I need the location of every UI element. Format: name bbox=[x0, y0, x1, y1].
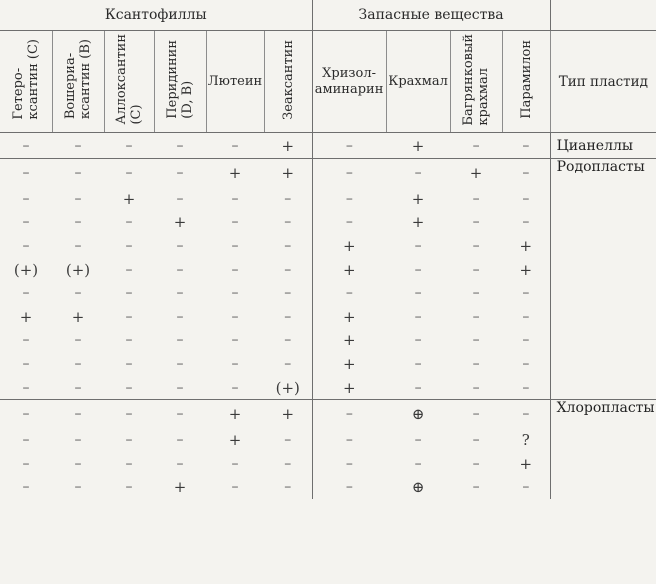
table-cell: – bbox=[502, 400, 550, 429]
table-cell: – bbox=[414, 285, 422, 302]
table-cell: – bbox=[345, 479, 353, 496]
column-header bbox=[104, 31, 154, 133]
plastid-type-label bbox=[550, 281, 656, 305]
plastid-type-label: Цианеллы bbox=[556, 137, 634, 154]
table-cell: + bbox=[411, 213, 425, 232]
table-cell: – bbox=[502, 133, 550, 159]
table-cell: – bbox=[22, 190, 30, 207]
table-cell: – bbox=[472, 455, 480, 472]
table-cell: ? bbox=[502, 428, 550, 452]
table-cell: + bbox=[343, 354, 356, 373]
table-cell: – bbox=[52, 159, 104, 188]
table-cell: + bbox=[173, 478, 187, 497]
table-cell: + bbox=[343, 378, 356, 397]
table-cell: – bbox=[414, 332, 422, 349]
table-row bbox=[0, 281, 656, 305]
table-cell: – bbox=[231, 455, 239, 472]
table-cell: – bbox=[312, 400, 386, 429]
column-header-label: Зеаксантин bbox=[280, 39, 296, 120]
table-cell: – bbox=[264, 476, 312, 500]
table-cell: – bbox=[176, 355, 184, 372]
plastid-type-label bbox=[550, 428, 656, 452]
table-cell: – bbox=[450, 400, 502, 429]
table-cell: – bbox=[22, 379, 30, 396]
storage-substances-header: Запасные вещества bbox=[312, 0, 550, 31]
table-row bbox=[0, 234, 656, 258]
table-cell: – bbox=[345, 214, 353, 231]
table-cell: – bbox=[264, 187, 312, 211]
table-cell: – bbox=[125, 308, 133, 325]
table-cell: ⊕ bbox=[411, 478, 425, 497]
table-cell: – bbox=[264, 211, 312, 235]
table-cell: – bbox=[22, 479, 30, 496]
table-row bbox=[0, 211, 656, 235]
table-cell: – bbox=[472, 261, 480, 278]
table-cell: – bbox=[176, 237, 184, 254]
table-cell: + bbox=[122, 189, 136, 208]
table-cell: – bbox=[502, 376, 550, 400]
column-header bbox=[0, 31, 52, 133]
table-cell: – bbox=[502, 281, 550, 305]
table-cell: – bbox=[472, 432, 480, 449]
table-cell: – bbox=[345, 432, 353, 449]
table-cell: – bbox=[74, 355, 82, 372]
column-header bbox=[206, 31, 264, 133]
plastid-type-label bbox=[550, 452, 656, 476]
plastid-type-label bbox=[550, 211, 656, 235]
table-cell: – bbox=[264, 234, 312, 258]
table-cell: + bbox=[71, 307, 85, 326]
table-cell: (+) bbox=[264, 376, 312, 400]
table-cell: – bbox=[502, 187, 550, 211]
table-cell: – bbox=[22, 332, 30, 349]
column-header bbox=[52, 31, 104, 133]
table-cell: + bbox=[206, 400, 264, 429]
table-cell: – bbox=[176, 285, 184, 302]
table-cell: (+) bbox=[13, 260, 39, 279]
plastid-type-label bbox=[550, 329, 656, 353]
table-cell: – bbox=[74, 432, 82, 449]
table-cell: – bbox=[125, 285, 133, 302]
table-cell: – bbox=[0, 400, 52, 429]
table-cell: ⊕ bbox=[386, 400, 450, 429]
table-cell: – bbox=[231, 237, 239, 254]
table-cell: – bbox=[154, 400, 206, 429]
table-cell: – bbox=[414, 355, 422, 372]
table-cell: – bbox=[472, 379, 480, 396]
table-row bbox=[0, 258, 656, 282]
column-header bbox=[312, 31, 386, 133]
table-cell: + bbox=[264, 159, 312, 188]
column-header bbox=[154, 31, 206, 133]
column-header bbox=[264, 31, 312, 133]
table-cell: – bbox=[74, 332, 82, 349]
table-cell: – bbox=[231, 137, 239, 154]
table-cell: – bbox=[125, 379, 133, 396]
table-cell: – bbox=[74, 285, 82, 302]
table-cell: + bbox=[264, 400, 312, 429]
column-header-label: Перидинин (D, В) bbox=[165, 40, 195, 119]
plastid-type-label: Хлоропласты bbox=[550, 400, 656, 429]
column-header-label: Багрянковый крахмал bbox=[461, 33, 492, 126]
table-cell: (+) bbox=[65, 260, 91, 279]
table-row bbox=[0, 159, 656, 188]
table-cell: – bbox=[472, 332, 480, 349]
table-cell: – bbox=[312, 159, 386, 188]
table-cell: – bbox=[345, 190, 353, 207]
table-cell: – bbox=[74, 137, 82, 154]
table-cell: – bbox=[264, 305, 312, 329]
table-row bbox=[0, 305, 656, 329]
table-cell: – bbox=[472, 308, 480, 325]
table-cell: – bbox=[264, 352, 312, 376]
table-cell: – bbox=[231, 379, 239, 396]
table-cell: – bbox=[176, 379, 184, 396]
table-cell: – bbox=[231, 214, 239, 231]
table-row bbox=[0, 400, 656, 429]
table-cell: – bbox=[264, 428, 312, 452]
table-cell: + bbox=[502, 234, 550, 258]
table-cell: – bbox=[22, 285, 30, 302]
table-cell: – bbox=[0, 159, 52, 188]
table-cell: + bbox=[343, 331, 356, 350]
table-cell: – bbox=[74, 237, 82, 254]
plastid-type-header: Тип пластид bbox=[550, 31, 656, 133]
table-row bbox=[0, 476, 656, 500]
table-cell: – bbox=[176, 137, 184, 154]
table-cell: – bbox=[472, 190, 480, 207]
table-cell: – bbox=[414, 308, 422, 325]
table-cell: – bbox=[176, 261, 184, 278]
table-cell: – bbox=[502, 352, 550, 376]
column-header-label: Аллоксантин (С) bbox=[114, 34, 144, 125]
table-cell: – bbox=[414, 237, 422, 254]
table-cell: – bbox=[125, 455, 133, 472]
table-cell: – bbox=[125, 237, 133, 254]
column-header bbox=[450, 31, 502, 133]
table-row bbox=[0, 133, 656, 159]
table-cell: – bbox=[472, 285, 480, 302]
column-header-label: Парамилон bbox=[518, 40, 534, 119]
table-cell: + bbox=[343, 260, 356, 279]
table-cell: – bbox=[502, 329, 550, 353]
plastid-type-label bbox=[550, 305, 656, 329]
table-cell: – bbox=[231, 190, 239, 207]
plastid-type-label bbox=[550, 187, 656, 211]
table-cell: – bbox=[231, 332, 239, 349]
table-cell: – bbox=[22, 455, 30, 472]
table-cell: – bbox=[264, 258, 312, 282]
table-cell: + bbox=[206, 159, 264, 188]
table-cell: – bbox=[74, 455, 82, 472]
table-row bbox=[0, 329, 656, 353]
table-cell: + bbox=[502, 452, 550, 476]
table-cell: – bbox=[125, 261, 133, 278]
table-cell: – bbox=[472, 137, 480, 154]
table-cell: – bbox=[502, 159, 550, 188]
table-cell: – bbox=[472, 237, 480, 254]
table-cell: + bbox=[264, 133, 312, 159]
table-cell: – bbox=[104, 159, 154, 188]
table-cell: – bbox=[125, 332, 133, 349]
table-cell: – bbox=[231, 308, 239, 325]
table-cell: – bbox=[22, 137, 30, 154]
table-cell: – bbox=[231, 479, 239, 496]
plastid-type-label bbox=[550, 376, 656, 400]
table-cell: – bbox=[264, 281, 312, 305]
table-cell: – bbox=[345, 285, 353, 302]
table-cell: + bbox=[411, 189, 425, 208]
table-row bbox=[0, 352, 656, 376]
table-cell: – bbox=[104, 400, 154, 429]
table-row bbox=[0, 452, 656, 476]
table-cell: – bbox=[52, 400, 104, 429]
table-cell: + bbox=[343, 307, 356, 326]
table-cell: – bbox=[176, 455, 184, 472]
table-cell: – bbox=[502, 211, 550, 235]
table-cell: – bbox=[74, 214, 82, 231]
table-cell: – bbox=[176, 332, 184, 349]
plastid-type-label bbox=[550, 352, 656, 376]
column-header bbox=[386, 31, 450, 133]
table-cell: – bbox=[74, 190, 82, 207]
table-cell: – bbox=[231, 285, 239, 302]
table-cell: – bbox=[345, 455, 353, 472]
plastid-type-label bbox=[550, 258, 656, 282]
table-cell: – bbox=[231, 261, 239, 278]
xanthophylls-header: Ксантофиллы bbox=[0, 0, 312, 31]
table-cell: – bbox=[472, 355, 480, 372]
table-cell: – bbox=[414, 432, 422, 449]
column-header-label: Крахмал bbox=[388, 73, 448, 89]
column-header-label: Вошериа- ксантин (В) bbox=[63, 39, 93, 120]
table-cell: – bbox=[176, 432, 184, 449]
table-cell: + bbox=[19, 307, 33, 326]
table-row bbox=[0, 187, 656, 211]
table-cell: – bbox=[154, 159, 206, 188]
table-cell: – bbox=[125, 137, 133, 154]
table-cell: – bbox=[125, 479, 133, 496]
table-cell: – bbox=[176, 190, 184, 207]
table-cell: – bbox=[22, 237, 30, 254]
table-cell: – bbox=[22, 214, 30, 231]
column-header-label: Гетеро- ксантин (С) bbox=[10, 39, 41, 120]
table-cell: – bbox=[22, 432, 30, 449]
table-cell: – bbox=[74, 479, 82, 496]
table-cell: + bbox=[343, 236, 356, 255]
table-row bbox=[0, 376, 656, 400]
table-cell: – bbox=[125, 214, 133, 231]
table-cell: – bbox=[345, 137, 353, 154]
table-cell: – bbox=[414, 261, 422, 278]
table-cell: – bbox=[176, 308, 184, 325]
table-cell: – bbox=[414, 455, 422, 472]
table-cell: – bbox=[386, 159, 450, 188]
table-cell: – bbox=[502, 305, 550, 329]
column-header bbox=[502, 31, 550, 133]
table-cell: – bbox=[472, 479, 480, 496]
table-cell: – bbox=[22, 355, 30, 372]
table-cell: – bbox=[125, 355, 133, 372]
table-cell: – bbox=[74, 379, 82, 396]
table-cell: – bbox=[125, 432, 133, 449]
table-cell: – bbox=[264, 329, 312, 353]
plastid-type-label: Родопласты bbox=[550, 159, 656, 188]
column-header-label: Хризол- аминарин bbox=[314, 65, 384, 97]
table-cell: + bbox=[502, 258, 550, 282]
plastid-corner bbox=[550, 0, 656, 31]
table-cell: – bbox=[414, 379, 422, 396]
column-header-label: Лютеин bbox=[207, 73, 263, 89]
table-cell: – bbox=[472, 214, 480, 231]
plastid-type-label bbox=[550, 234, 656, 258]
table-cell: – bbox=[231, 355, 239, 372]
table-cell: – bbox=[502, 476, 550, 500]
table-cell: + bbox=[411, 136, 425, 155]
table-cell: + bbox=[173, 213, 187, 232]
table-cell: + bbox=[450, 159, 502, 188]
table-row bbox=[0, 428, 656, 452]
table-cell: + bbox=[228, 431, 242, 450]
table-cell: – bbox=[264, 452, 312, 476]
plastid-type-label bbox=[550, 476, 656, 500]
